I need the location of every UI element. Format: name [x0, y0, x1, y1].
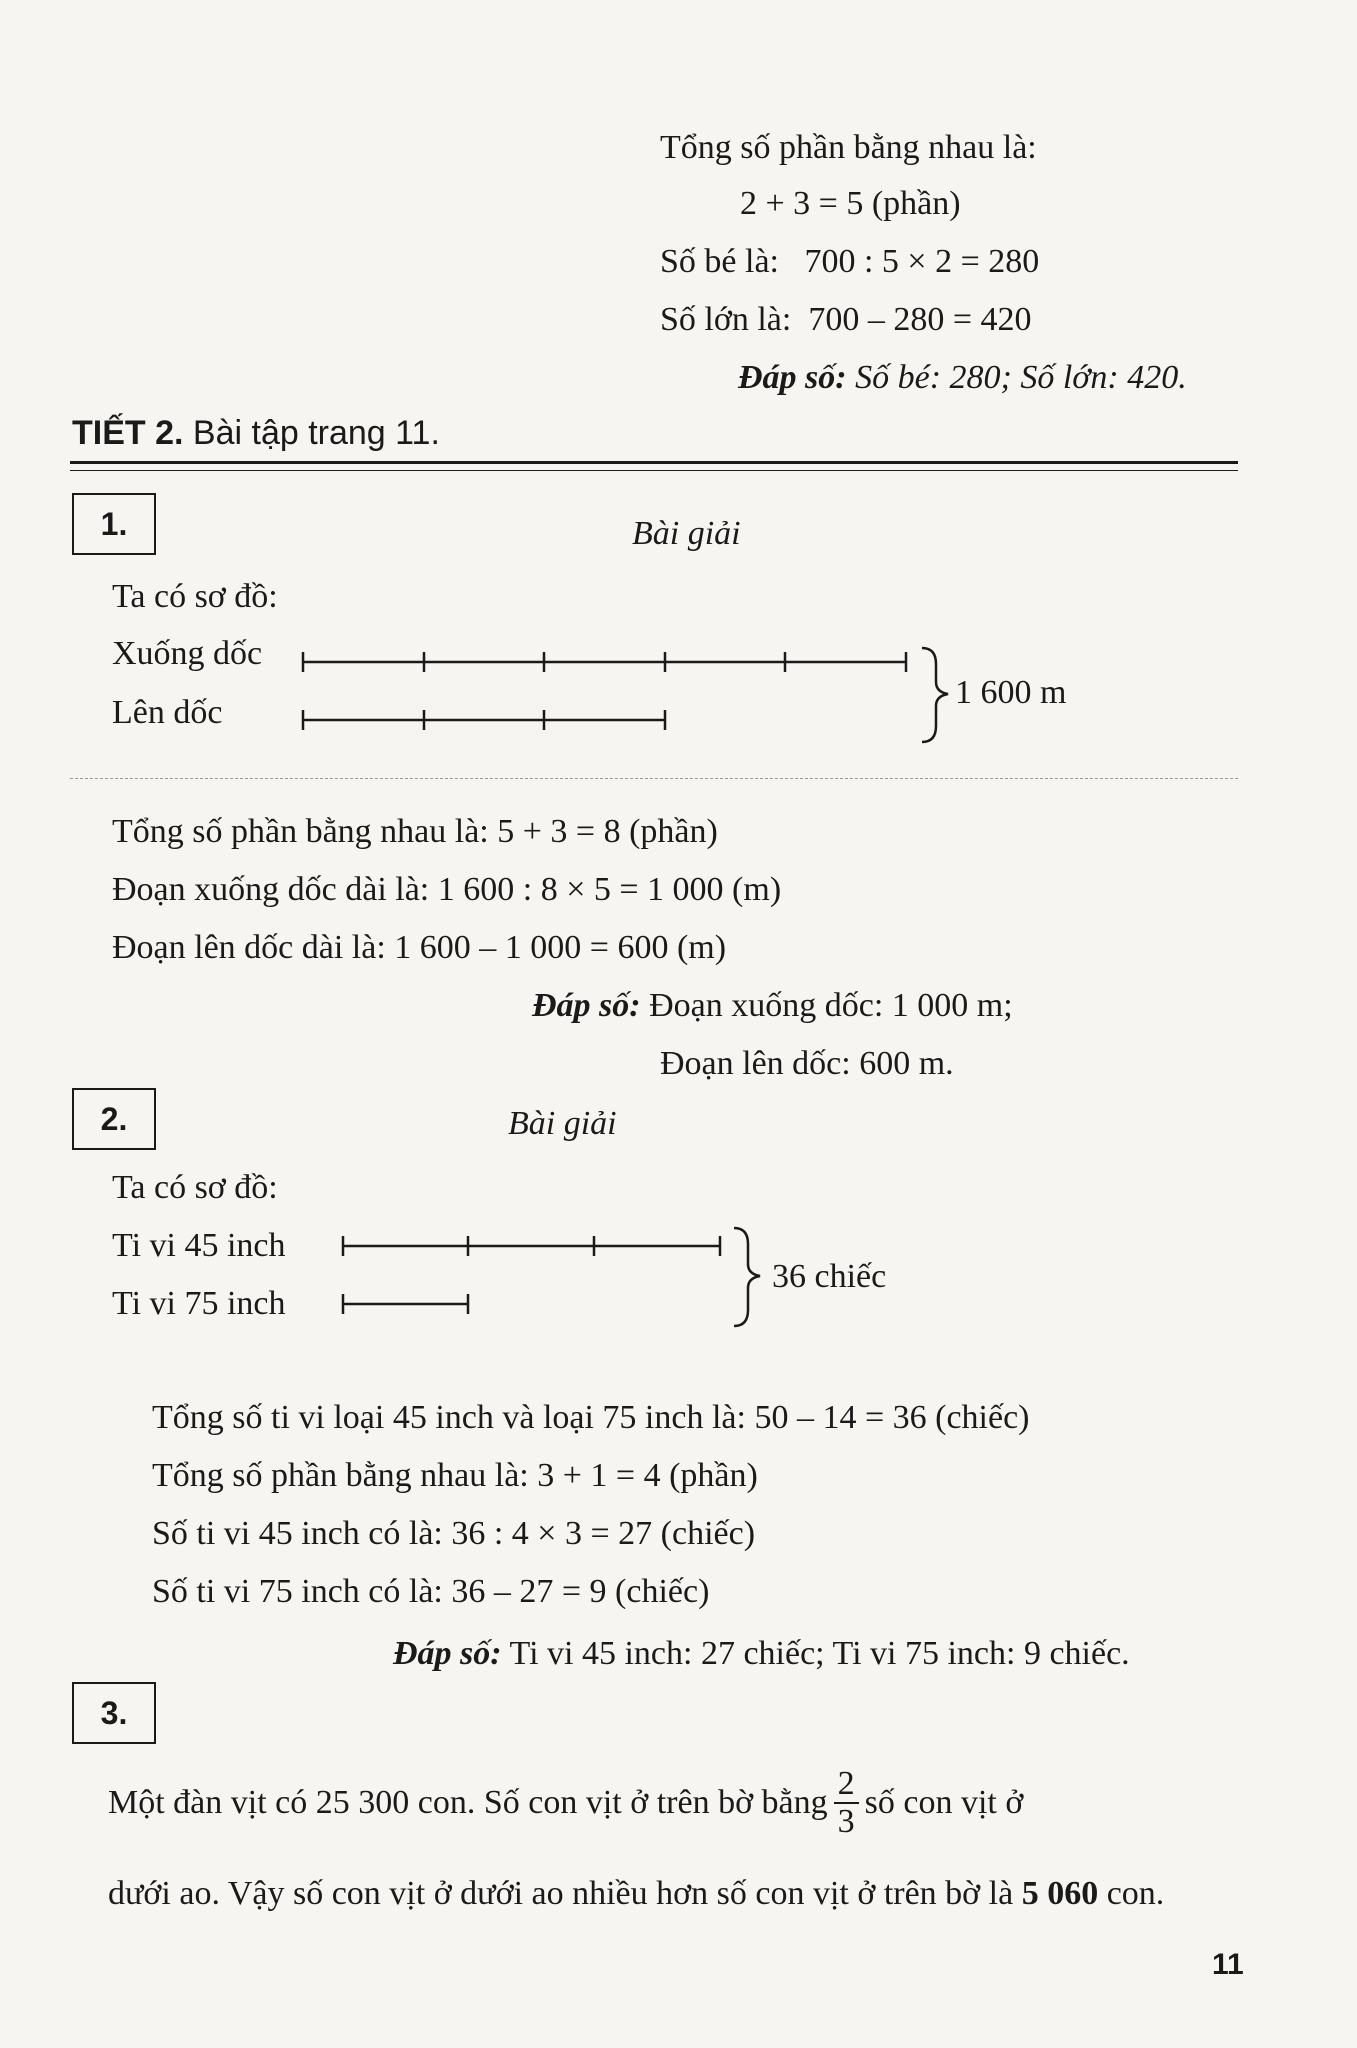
exercise-3-line-1: [108, 1766, 1023, 1840]
exercise-3-text-d: con.: [1098, 1875, 1165, 1912]
section-heading: [72, 412, 440, 454]
fraction-numerator: 2: [834, 1766, 859, 1804]
exercise-1-number: 1.: [72, 493, 156, 555]
exercise-3-text-a: Một đàn vịt có 25 300 con. Số con vịt ở trên bờ bằng: [108, 1784, 828, 1821]
section-rest: Bài tập trang 11.: [183, 414, 440, 452]
exercise-1-answer-2: Đoạn lên dốc: 600 m.: [660, 1045, 954, 1082]
diagram-label-tv45: Ti vi 45 inch: [112, 1227, 286, 1264]
answer-text: Số bé: 280; Số lớn: 420.: [846, 359, 1187, 396]
exercise-3-answer-bold: 5 060: [1021, 1875, 1099, 1912]
exercise-3-number: 3.: [72, 1682, 156, 1744]
top-line-3: Số bé là: 700 : 5 × 2 = 280: [660, 243, 1040, 280]
exercise-3-text-c: dưới ao. Vậy số con vịt ở dưới ao nhiều hơn số con vịt ở trên bờ là: [108, 1875, 1022, 1912]
exercise-2-number: 2.: [72, 1088, 156, 1150]
diagram-label-tv75: Ti vi 75 inch: [112, 1285, 286, 1322]
brace-icon: [922, 648, 948, 742]
exercise-2-intro: Ta có sơ đồ:: [112, 1169, 278, 1206]
segment-diagram-1: [0, 630, 1100, 760]
answer-label: Đáp số:: [393, 1635, 502, 1672]
answer-label: Đáp số:: [738, 359, 847, 396]
exercise-2-line-3: Số ti vi 45 inch có là: 36 : 4 × 3 = 27 (chiếc): [152, 1515, 756, 1552]
diagram-1-total: 1 600 m: [955, 674, 1067, 711]
exercise-1-line-1: Tổng số phần bằng nhau là: 5 + 3 = 8 (phần): [112, 813, 718, 850]
fraction-two-thirds: [834, 1766, 859, 1840]
answer-label: Đáp số:: [532, 987, 641, 1024]
section-rule-top: [70, 461, 1238, 464]
answer-line-1: Đoạn xuống dốc: 1 000 m;: [640, 987, 1013, 1024]
exercise-2-answer: [393, 1634, 1130, 1674]
diagram-2-total: 36 chiếc: [772, 1258, 887, 1295]
section-rule-bottom: [70, 470, 1238, 471]
exercise-1-heading: Bài giải: [632, 515, 741, 552]
page-number: 11: [1212, 1948, 1244, 1981]
exercise-1-intro: Ta có sơ đồ:: [112, 578, 278, 615]
fraction-denominator: 3: [837, 1803, 855, 1840]
diagram-label-uphill: Lên dốc: [112, 694, 223, 731]
answer-text: Ti vi 45 inch: 27 chiếc; Ti vi 75 inch: 9 chiếc.: [501, 1635, 1130, 1672]
top-answer: [738, 358, 1187, 398]
brace-icon: [734, 1228, 760, 1326]
divider: [70, 778, 1238, 779]
top-line-1: Tổng số phần bằng nhau là:: [660, 129, 1037, 166]
exercise-2-heading: Bài giải: [508, 1105, 617, 1142]
segment-diagram-2: [0, 1220, 900, 1350]
exercise-3-line-2: [108, 1874, 1164, 1914]
diagram-label-downhill: Xuống dốc: [112, 635, 263, 672]
exercise-2-line-1: Tổng số ti vi loại 45 inch và loại 75 inch là: 50 – 14 = 36 (chiếc): [152, 1399, 1030, 1436]
exercise-1-line-2: Đoạn xuống dốc dài là: 1 600 : 8 × 5 = 1 000 (m): [112, 871, 782, 908]
exercise-1-line-3: Đoạn lên dốc dài là: 1 600 – 1 000 = 600 (m): [112, 929, 727, 966]
exercise-3-text-b: số con vịt ở: [864, 1784, 1024, 1821]
exercise-1-answer: [532, 986, 1013, 1026]
top-line-4: Số lớn là: 700 – 280 = 420: [660, 301, 1032, 338]
exercise-2-line-4: Số ti vi 75 inch có là: 36 – 27 = 9 (chiếc): [152, 1573, 710, 1610]
exercise-2-line-2: Tổng số phần bằng nhau là: 3 + 1 = 4 (phần): [152, 1457, 758, 1494]
top-line-2: 2 + 3 = 5 (phần): [740, 185, 961, 222]
section-bold: TIẾT 2.: [72, 414, 184, 452]
